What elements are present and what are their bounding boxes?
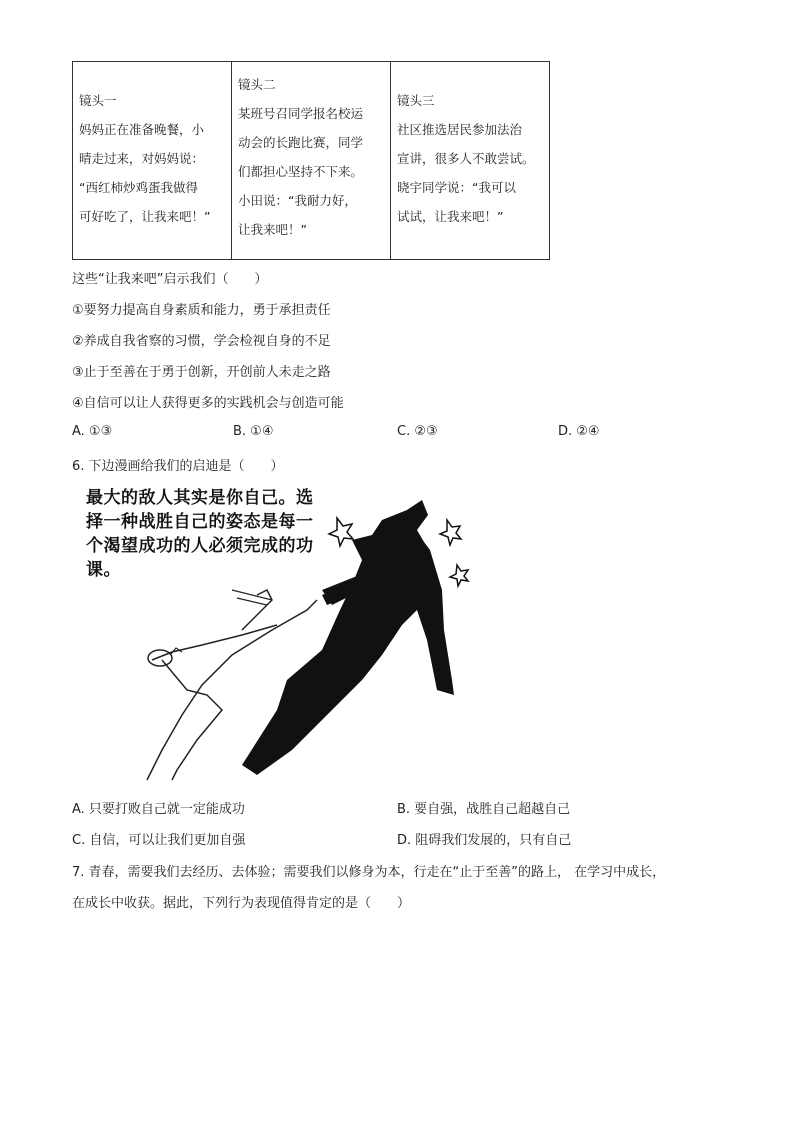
q6-option-b[interactable]: B. 要自强，战胜自己超越自己	[397, 802, 571, 817]
cartoon-caption-line: 课。	[86, 560, 121, 580]
scene-cell-3	[391, 62, 550, 260]
q5-option-d[interactable]: D. ②④	[558, 424, 600, 439]
scene-1-line: 可好吃了，让我来吧！”	[79, 209, 211, 224]
q6-stem: 6. 下边漫画给我们的启迪是（ ）	[72, 459, 284, 474]
scene-2-line: 让我来吧！”	[238, 222, 307, 237]
scene-cell-2	[232, 62, 391, 260]
cartoon-caption-line: 择一种战胜自己的姿态是每一	[86, 512, 314, 532]
q5-statement: ③止于至善在于勇于创新，开创前人未走之路	[72, 365, 331, 380]
cartoon-caption-line: 最大的敌人其实是你自己。选	[86, 488, 314, 508]
q6-option-a[interactable]: A. 只要打败自己就一定能成功	[72, 802, 245, 817]
scene-2-line: 小田说：“我耐力好，	[238, 193, 357, 208]
q5-option-a[interactable]: A. ①③	[72, 424, 113, 439]
q7-stem-line-2: 在成长中收获。据此，下列行为表现值得肯定的是（ ）	[72, 896, 411, 911]
q5-option-c[interactable]: C. ②③	[397, 424, 438, 439]
q5-statement: ①要努力提高自身素质和能力，勇于承担责任	[72, 303, 331, 318]
scenes-table	[72, 61, 550, 260]
q5-statement: ②养成自我省察的习惯，学会检视自身的不足	[72, 334, 331, 349]
scene-1-line: “西红柿炒鸡蛋我做得	[79, 180, 198, 195]
scene-1-line: 晴走过来，对妈妈说：	[79, 151, 205, 166]
q7-stem-line-1: 7. 青春，需要我们去经历、去体验；需要我们以修身为本，行走在“止于至善”的路上， 在学习中成长，	[72, 865, 666, 880]
scene-2-line: 镜头二	[238, 77, 276, 92]
cartoon-caption-line: 个渴望成功的人必须完成的功	[86, 536, 314, 556]
q6-option-c[interactable]: C. 自信，可以让我们更加自强	[72, 833, 246, 848]
scene-1-line: 镜头一	[79, 93, 117, 108]
scene-2-line: 某班号召同学报名校运	[238, 106, 364, 121]
scene-1-line: 妈妈正在准备晚餐，小	[79, 122, 205, 137]
q5-stem: 这些“让我来吧”启示我们（ ）	[72, 272, 268, 287]
q6-option-d[interactable]: D. 阻碍我们发展的，只有自己	[397, 833, 572, 848]
scene-3-line: 晓宇同学说：“我可以	[397, 180, 516, 195]
q5-option-b[interactable]: B. ①④	[233, 424, 274, 439]
scene-3-line: 镜头三	[397, 93, 435, 108]
scene-3-line: 社区推选居民参加法治	[397, 122, 523, 137]
scene-cell-1	[73, 62, 232, 260]
scene-3-line: 试试，让我来吧！”	[397, 209, 504, 224]
cartoon-caption	[86, 486, 326, 582]
scene-2-line: 们都担心坚持不下来。	[238, 164, 364, 179]
scene-3-line: 宣讲，很多人不敢尝试。	[397, 151, 535, 166]
q5-statement: ④自信可以让人获得更多的实践机会与创造可能	[72, 396, 344, 411]
scene-2-line: 动会的长跑比赛，同学	[238, 135, 364, 150]
